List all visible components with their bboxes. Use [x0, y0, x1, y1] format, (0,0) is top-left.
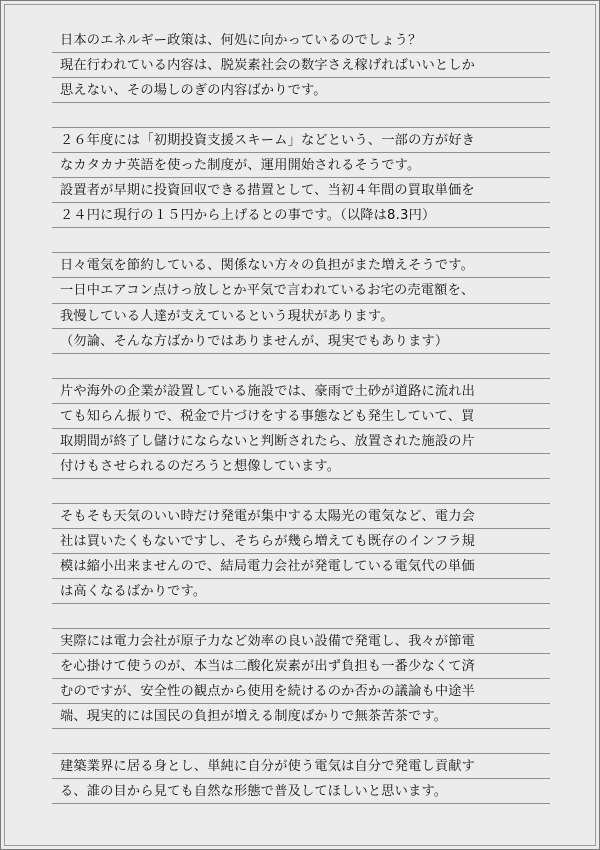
text-line [52, 253, 550, 278]
line-text: 模は縮小出来ませんので、結局電力会社が発電している電気代の単価 [60, 558, 475, 574]
line-text: なカタカナ英語を使った制度が、運用開始されるそうです。 [60, 158, 421, 174]
line-text: 端、現実的には国民の負担が増える制度ばかりで無茶苦茶です。 [60, 709, 448, 725]
line-text: そもそも天気のいい時だけ発電が集中する太陽光の電気など、電力会 [60, 508, 476, 524]
line-text: 片や海外の企業が設置している施設では、豪雨で土砂が道路に流れ出 [60, 383, 476, 399]
blank-line [52, 604, 550, 629]
blank-line [52, 228, 550, 253]
line-text: むのですが、安全性の観点から使用を続けるのか否かの議論も中途半 [60, 684, 476, 700]
line-text: る、誰の目から見ても自然な形態で普及してほしいと思います。 [60, 784, 448, 800]
line-text: 日本のエネルギー政策は、何処に向かっているのでしょう？ [60, 33, 422, 48]
blank-line [52, 729, 550, 754]
text-line [52, 679, 550, 704]
blank-line [52, 354, 550, 379]
text-line [52, 329, 550, 354]
text-line [52, 454, 550, 479]
text-line [52, 379, 550, 404]
line-text: を心掛けて使うのが、本当は二酸化炭素が出ず負担も一番少なくて済 [60, 659, 476, 675]
text-line [52, 529, 550, 554]
line-text: 思えない、その場しのぎの内容ばかりです。 [60, 83, 327, 99]
text-line [52, 278, 550, 303]
text-line [52, 779, 550, 804]
line-text: ２４円に現行の１５円から上げるとの事です。（以降は8.3円） [60, 208, 436, 224]
blank-line [52, 479, 550, 504]
text-line [52, 654, 550, 679]
line-text: 社は買いたくもないですし、そちらが幾ら増えても既存のインフラ規 [60, 533, 476, 549]
line-text: 建築業界に居る身とし、単純に自分が使う電気は自分で発電し貢献す [60, 759, 476, 775]
text-line [52, 128, 550, 153]
text-line [52, 404, 550, 429]
line-text: 日々電気を節約している、関係ない方々の負担がまた増えそうです。 [60, 258, 474, 274]
text-line [52, 304, 550, 329]
line-text: （勿論、そんな方ばかりではありませんが、現実でもあります） [60, 333, 449, 349]
line-text: 実際には電力会社が原子力など効率の良い設備で発電し、我々が節電 [60, 634, 476, 650]
text-line [52, 203, 550, 228]
text-line [52, 579, 550, 604]
text-line [52, 554, 550, 579]
line-text: は高くなるばかりです。 [60, 584, 207, 600]
text-line [52, 28, 550, 53]
line-text: ても知らん振りで、税金で片づけをする事態なども発生していて、買 [60, 408, 475, 424]
text-line [52, 53, 550, 78]
text-line [52, 178, 550, 203]
text-line [52, 429, 550, 454]
line-text: 現在行われている内容は、脱炭素社会の数字さえ稼げればいいとしか [60, 58, 476, 74]
text-line [52, 153, 550, 178]
line-text: 取期間が終了し儲けにならないと判断されたら、放置された施設の片 [60, 433, 476, 449]
text-line [52, 629, 550, 654]
text-line [52, 704, 550, 729]
text-line [52, 78, 550, 103]
blank-line [52, 103, 550, 128]
line-text: 一日中エアコン点けっ放しとか平気で言われているお宅の売電額を、 [60, 283, 475, 299]
text-line [52, 504, 550, 529]
text-line [52, 754, 550, 779]
line-text: 付けもさせられるのだろうと想像しています。 [60, 458, 341, 474]
line-text: 我慢している人達が支えているという現状があります。 [60, 308, 394, 324]
line-text: ２６年度には「初期投資支援スキーム」などという、一部の方が好き [60, 133, 476, 149]
lined-text-area [52, 28, 550, 804]
line-text: 設置者が早期に投資回収できる措置として、当初４年間の買取単価を [60, 183, 475, 199]
